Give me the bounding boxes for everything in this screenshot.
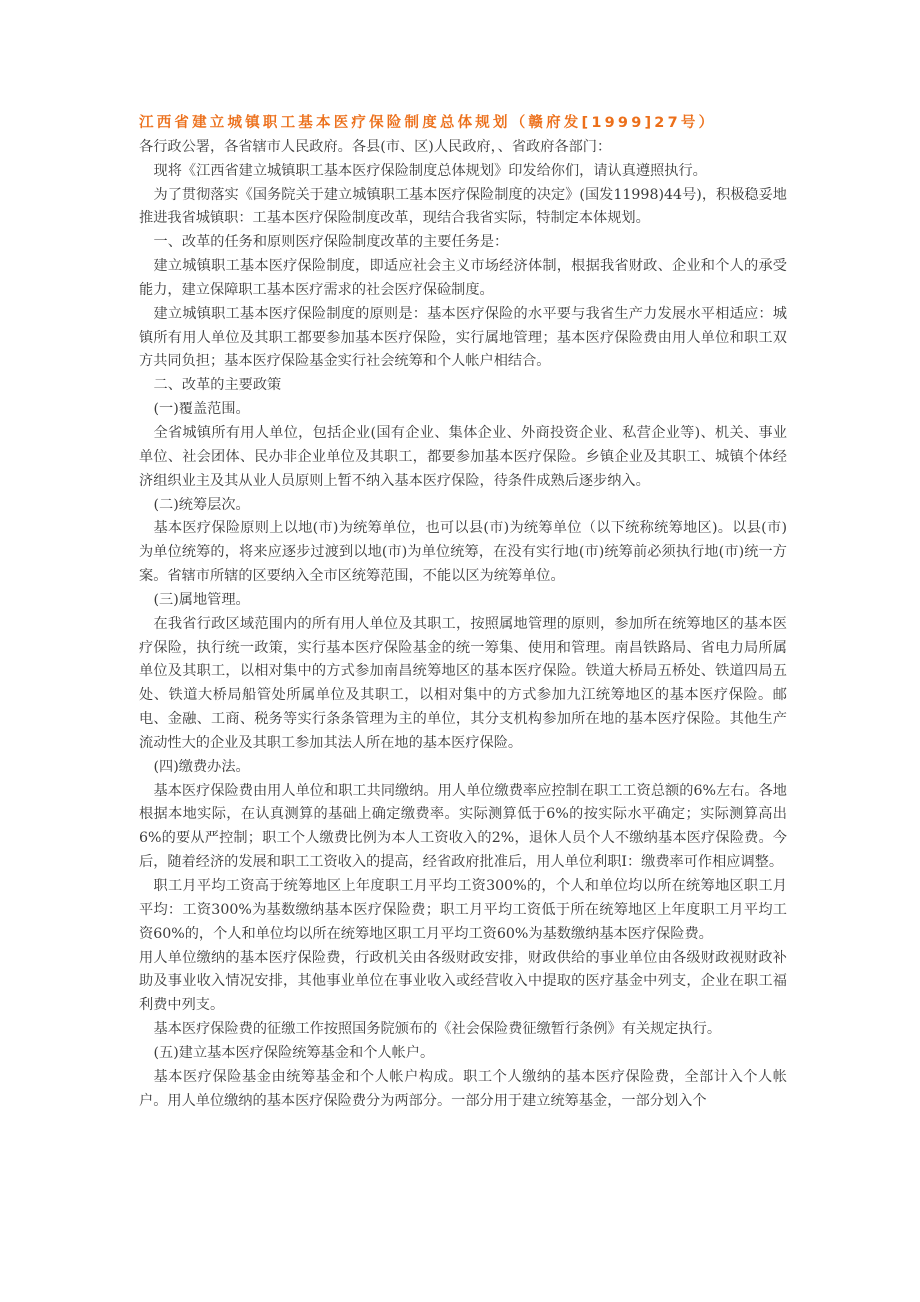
paragraph-notice: 现将《江西省建立城镇职工基本医疗保险制度总体规划》印发给你们，请认真遵照执行。 xyxy=(153,162,707,179)
subheading-payment-method: (四)缴费办法。 xyxy=(153,758,250,775)
section-heading-policies: 二、改革的主要政策 xyxy=(153,377,282,394)
subheading-pooling-level: (二)统筹层次。 xyxy=(153,496,250,513)
subheading-coverage: (一)覆盖范围。 xyxy=(153,401,250,418)
paragraph: 建立城镇职工基本医疗保险制度，即适应社会主义市场经济体制，根据我省财政、企业和个人的承受能力，建立保障职工基本医疗需求的社会医疗保硷制度。 xyxy=(139,258,787,298)
subheading-territorial-management: (三)属地管理。 xyxy=(153,591,250,608)
paragraph: 职工月平均工资高于统筹地区上年度职工月平均工资300%的，个人和单位均以所在统筹地区职工月平均：工资300%为基数缴纳基本医疗保险费；职工月平均工资低于所在统筹地区上年度职工月平均工资60%的，个人和单位均以所在统筹地区职工月平均工资60%为基数缴纳基本医疗保险费。 xyxy=(139,878,787,942)
document-page xyxy=(139,112,787,1113)
section-heading-tasks: 一、改革的任务和原则医疗保险制度改革的主要任务是： xyxy=(153,234,509,251)
paragraph: 在我省行政区域范围内的所有用人单位及其职工，按照属地管理的原则，参加所在统筹地区的基本医疗保险，执行统一政策，实行基本医疗保险基金的统一筹集、使用和管理。南昌铁路局、省电力局所属单位及其职工，以相对集中的方式参加南昌统筹地区的基本医疗保险。铁道大桥局五桥处、铁道四局五处、铁道大桥局船管处所属单位及其职工，以相对集中的方式参加九江统筹地区的基本医疗保险。邮电、金融、工商、税务等实行条条管理为主的单位，其分支机构参加所在地的基本医疗保险。其他生产流动性大的企业及其职工参加其法人所在地的基本医疗保险。 xyxy=(139,615,787,751)
paragraph: 基本医疗保险费的征缴工作按照国务院颁布的《社会保险费征缴暂行条例》有关规定执行。 xyxy=(153,1021,722,1038)
paragraph: 用人单位缴纳的基本医疗保险费，行政机关由各级财政安排，财政供给的事业单位由各级财政视财政补助及事业收入情况安排，其他事业单位在事业收入或经营收入中提取的医疗基金中列支，企业在职工福利费中列支。 xyxy=(139,949,787,1014)
paragraph-purpose: 为了贯彻落实《国务院关于建立城镇职工基本医疗保险制度的决定》(国发11998)44号)，积极稳妥地推进我省城镇职：工基本医疗保险制度改革，现结合我省实际，特制定本体规划。 xyxy=(139,186,787,227)
document-title: 江西省建立城镇职工基本医疗保险制度总体规划（赣府发[1999]27号） xyxy=(139,115,717,131)
paragraph: 全省城镇所有用人单位，包括企业(国有企业、集体企业、外商投资企业、私营企业等)、机关、事业单位、社会团体、民办非企业单位及其职工，都要参加基本医疗保险。乡镇企业及其职工、城镇个体经济组织业主及其从业人员原则上暂不纳入基本医疗保险，待条件成熟后逐步纳入。 xyxy=(139,424,787,489)
document-body xyxy=(139,136,787,1114)
subheading-funds-and-accounts: (五)建立基本医疗保险统筹基金和个人帐户。 xyxy=(153,1044,435,1061)
paragraph: 建立城镇职工基本医疗保险制度的原则是：基本医疗保险的水平要与我省生产力发展水平相适应：城镇所有用人单位及其职工都要参加基本医疗保险，实行属地管理；基本医疗保险费由用人单位和职工双方共同负担；基本医疗保险基金实行社会统筹和个人帐户相结合。 xyxy=(139,305,787,370)
paragraph: 基本医疗保险基金由统筹基金和个人帐户构成。职工个人缴纳的基本医疗保险费，全部计入个人帐户。用人单位缴纳的基本医疗保险费分为两部分。一部分用于建立统筹基金，一部分划入个 xyxy=(139,1068,787,1109)
paragraph: 基本医疗保险原则上以地(市)为统筹单位，也可以县(市)为统筹单位（以下统称统筹地区)。以县(市)为单位统筹的，将来应逐步过渡到以地(市)为单位统筹，在没有实行地(市)统筹前必须执行地(市)统一方案。省辖市所辖的区要纳入全市区统筹范围，不能以区为统筹单位。 xyxy=(139,520,787,585)
paragraph: 基本医疗保险费由用人单位和职工共同缴纳。用人单位缴费率应控制在职工工资总额的6%左右。各地根据本地实际，在认真测算的基础上确定缴费率。实际测算低于6%的按实际水平确定；实际测算高出6%的要从严控制；职工个人缴费比例为本人工资收入的2%，退休人员个人不缴纳基本医疗保险费。今后，随着经济的发展和职工工资收入的提高，经省政府批准后，用人单位利职I：缴费率可作相应调整。 xyxy=(139,782,787,871)
paragraph-salutation: 各行政公署，各省辖市人民政府。各县(市、区)人民政府，、省政府各部门： xyxy=(139,138,612,155)
